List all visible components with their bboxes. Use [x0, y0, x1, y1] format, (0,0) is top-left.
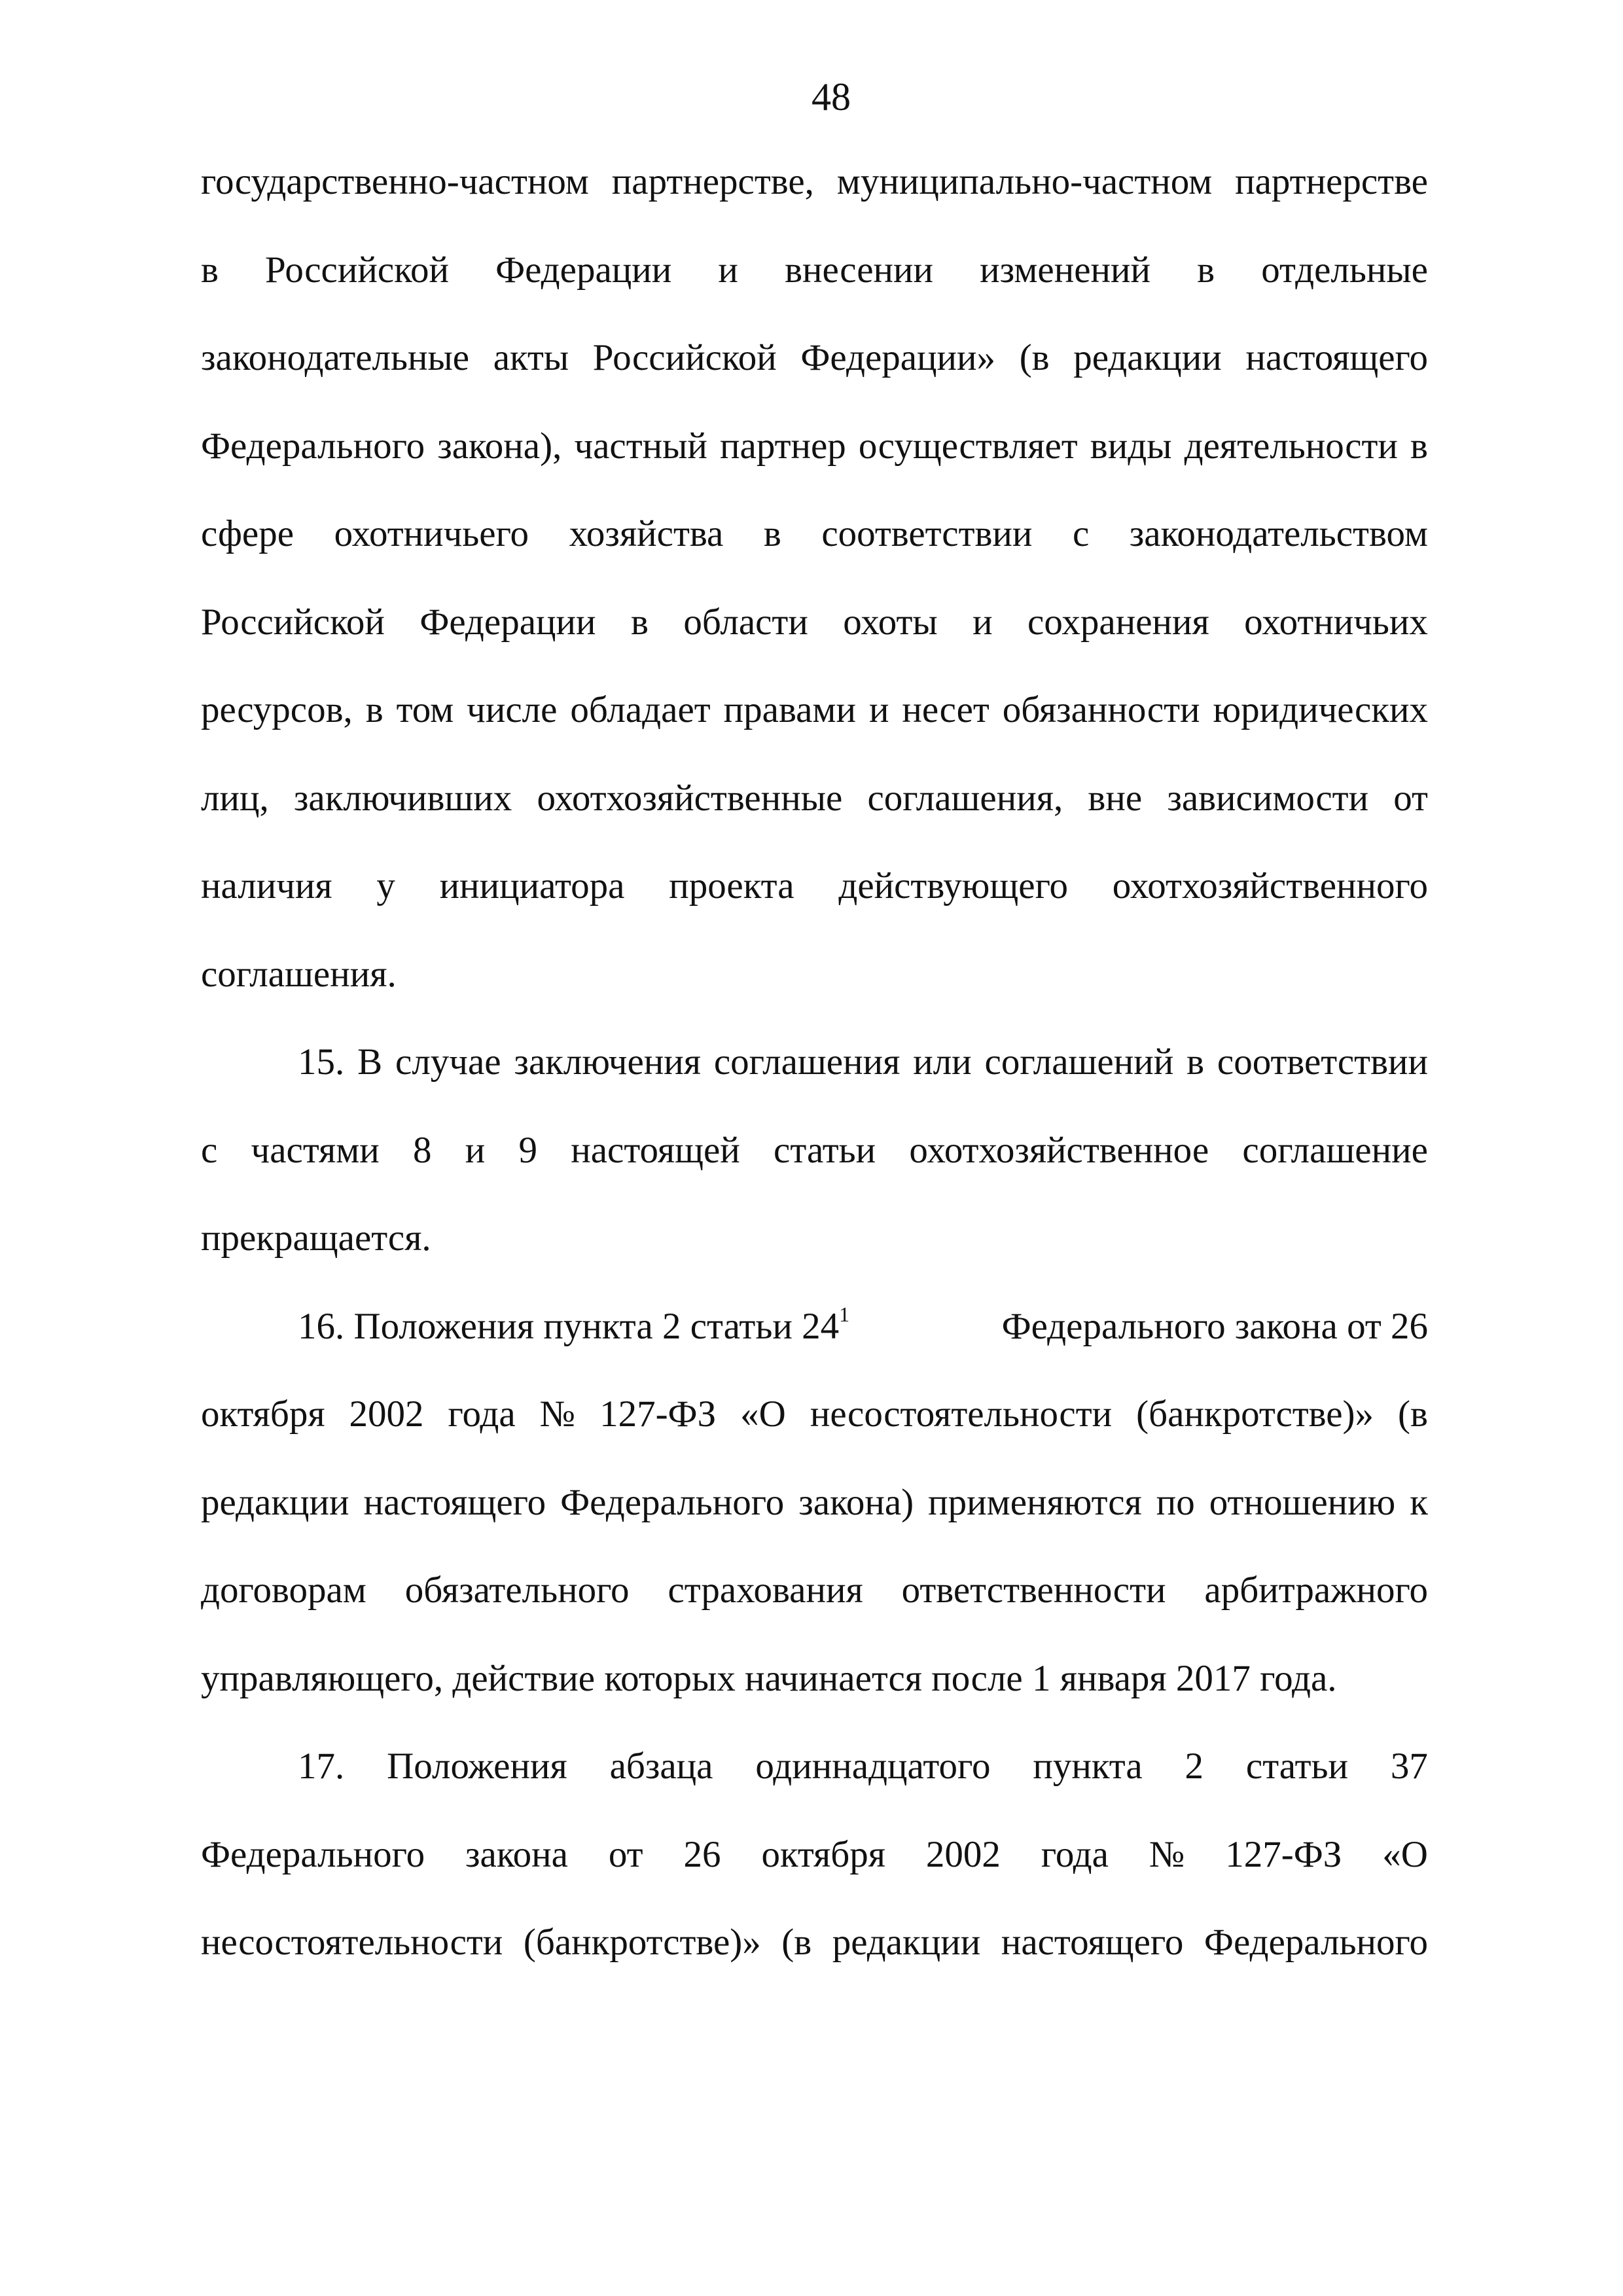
word: частный [574, 425, 707, 467]
page-number: 48 [812, 75, 851, 118]
word: муниципально-частном [836, 161, 1213, 202]
word: редакции [832, 1922, 981, 1963]
word: 17. [298, 1746, 345, 1787]
word: обязанности [1002, 689, 1200, 730]
word: виды [1090, 425, 1172, 467]
word: года [1041, 1833, 1109, 1875]
word: законодательные [201, 337, 470, 378]
word: «О [1382, 1833, 1428, 1875]
word: акты [493, 337, 569, 378]
text-line [201, 1030, 1428, 1118]
word: Федерации [495, 249, 672, 291]
text-line-content [201, 1382, 1428, 1447]
text-line-content: управляющего, действие которых начинается после 1 января 2017 года. [201, 1657, 1337, 1699]
text-line-content [201, 1558, 1428, 1623]
word: деятельности [1184, 425, 1398, 467]
word: одиннадцатого [755, 1746, 991, 1787]
text-line-content [201, 1822, 1428, 1888]
text-line-content: прекращается. [201, 1217, 431, 1259]
word: обладает [570, 689, 711, 730]
superscript-index: 1 [839, 1302, 850, 1326]
text-line-content [201, 590, 1428, 655]
word: в [1197, 249, 1215, 291]
word: соглашения, [867, 777, 1063, 819]
word: у [376, 865, 395, 906]
word: и [465, 1129, 486, 1171]
text-line [201, 1910, 1428, 1998]
text-line [201, 501, 1428, 590]
word: закона), [437, 425, 562, 467]
word: юридических [1213, 689, 1428, 730]
word: законодательством [1129, 513, 1428, 554]
word: охотхозяйственное [909, 1129, 1209, 1171]
word: наличия [201, 865, 332, 906]
word: хозяйства [569, 513, 724, 554]
word: лиц, [201, 777, 269, 819]
text-line [201, 1646, 1428, 1734]
word: соответствии [821, 513, 1033, 554]
text-line-content [298, 1030, 1428, 1095]
word: в [365, 689, 383, 730]
word: № [539, 1393, 576, 1435]
word: осуществляет [858, 425, 1078, 467]
text-line [201, 942, 1428, 1030]
word: Федерального [201, 425, 425, 467]
word: обязательного [404, 1570, 630, 1611]
word: статьи [1245, 1746, 1349, 1787]
word: В [357, 1041, 383, 1083]
word: в [630, 601, 649, 643]
text-line [201, 853, 1428, 942]
word: года [448, 1393, 516, 1435]
text-line-content [298, 1734, 1428, 1799]
document-body [201, 149, 1428, 1998]
word: октября [201, 1393, 325, 1435]
word: 127-ФЗ [1225, 1833, 1342, 1875]
word: в [1410, 425, 1428, 467]
text-line-content [201, 238, 1428, 303]
word: закона [465, 1833, 568, 1875]
word: инициатора [439, 865, 625, 906]
text-line [201, 766, 1428, 854]
word: 127-ФЗ [599, 1393, 717, 1435]
word: и [972, 601, 993, 643]
word: (банкротстве)» [1136, 1393, 1374, 1435]
word: закона) [798, 1481, 914, 1523]
word: 26 [683, 1833, 721, 1875]
text-line [201, 677, 1428, 766]
text-line-content [201, 325, 1428, 391]
word: Российской [592, 337, 777, 378]
word: применяются [928, 1481, 1142, 1523]
paragraph-16-tail: Федерального закона от 26 [1001, 1305, 1428, 1347]
word: Федерального [1204, 1922, 1428, 1963]
word: отношению [1209, 1481, 1396, 1523]
word: числе [467, 689, 558, 730]
word: Федерального [560, 1481, 785, 1523]
word: (банкротстве)» [523, 1922, 761, 1963]
word: случае [395, 1041, 501, 1083]
text-line [201, 590, 1428, 678]
word: и [718, 249, 738, 291]
word: «О [740, 1393, 786, 1435]
word: заключивших [293, 777, 512, 819]
text-line [201, 414, 1428, 502]
word: соглашений [984, 1041, 1174, 1083]
word: частями [251, 1129, 380, 1171]
text-line-content [201, 677, 1428, 743]
word: Федерального [201, 1833, 425, 1875]
word: несостоятельности [201, 1922, 503, 1963]
word: ресурсов, [201, 689, 353, 730]
word: абзаца [609, 1746, 713, 1787]
word: 2 [1185, 1746, 1204, 1787]
text-line [201, 1206, 1428, 1294]
text-line-content [201, 1910, 1428, 1975]
word: заключения [514, 1041, 701, 1083]
word: № [1149, 1833, 1185, 1875]
text-line [201, 1382, 1428, 1470]
word: внесении [785, 249, 934, 291]
word: пункта [1033, 1746, 1143, 1787]
text-line-content: соглашения. [201, 953, 397, 995]
word: Положения [387, 1746, 567, 1787]
word: в [201, 249, 219, 291]
text-line-content [201, 766, 1428, 831]
word: настоящего [1245, 337, 1428, 378]
word: партнерстве, [611, 161, 814, 202]
word: соглашение [1242, 1129, 1428, 1171]
word: Российской [265, 249, 449, 291]
word: страхования [668, 1570, 863, 1611]
paragraph-16-lead: 16. Положения пункта 2 статьи 24 [298, 1305, 840, 1347]
word: настоящего [363, 1481, 546, 1523]
text-line-content [201, 1118, 1428, 1183]
word: с [1072, 513, 1090, 554]
word: 2002 [925, 1833, 1001, 1875]
word: от [1393, 777, 1428, 819]
word: по [1156, 1481, 1195, 1523]
word: правами [723, 689, 856, 730]
word: договорам [201, 1570, 366, 1611]
word: том [396, 689, 454, 730]
word: отдельные [1261, 249, 1428, 291]
word: охотничьих [1244, 601, 1428, 643]
word: (в [1019, 337, 1050, 378]
word: ответственности [901, 1570, 1166, 1611]
text-line [201, 1118, 1428, 1206]
word: 37 [1390, 1746, 1428, 1787]
word: редакции [1073, 337, 1222, 378]
word: несостоятельности [810, 1393, 1113, 1435]
text-line [201, 238, 1428, 326]
word: настоящей [571, 1129, 740, 1171]
word: (в [1398, 1393, 1428, 1435]
word: от [608, 1833, 643, 1875]
paragraph-16 [201, 1294, 1428, 1734]
word: 8 [413, 1129, 432, 1171]
text-line [201, 149, 1428, 238]
word: 9 [518, 1129, 537, 1171]
text-line-content [201, 501, 1428, 567]
paragraph-14-continuation [201, 149, 1428, 1030]
word: статьи [774, 1129, 876, 1171]
word: изменений [980, 249, 1151, 291]
word: сфере [201, 513, 294, 554]
word: соответствии [1217, 1041, 1428, 1083]
word: настоящего [1001, 1922, 1184, 1963]
word: и [868, 689, 889, 730]
word: 15. [298, 1041, 345, 1083]
word: с [201, 1129, 218, 1171]
word: действующего [838, 865, 1069, 906]
text-line [201, 1470, 1428, 1558]
word: проекта [669, 865, 794, 906]
word: охотхозяйственного [1112, 865, 1428, 906]
word: к [1410, 1481, 1428, 1523]
text-line [201, 1558, 1428, 1646]
text-line-content [298, 1294, 849, 1382]
word: несет [902, 689, 990, 730]
word: Российской [201, 601, 385, 643]
word: государственно-частном [201, 161, 589, 202]
text-line-content [201, 149, 1428, 215]
text-line-content [201, 1470, 1428, 1535]
word: зависимости [1167, 777, 1369, 819]
word: или [913, 1041, 972, 1083]
text-line [201, 1294, 1428, 1382]
word: партнерстве [1235, 161, 1428, 202]
text-line-content [201, 414, 1428, 479]
word: вне [1088, 777, 1143, 819]
word: охотхозяйственные [537, 777, 843, 819]
word: охотничьего [334, 513, 529, 554]
paragraph-17 [201, 1734, 1428, 1998]
text-line-content [201, 853, 1428, 919]
word: арбитражного [1204, 1570, 1428, 1611]
paragraph-15 [201, 1030, 1428, 1294]
word: Федерации [419, 601, 596, 643]
word: Федерации» [800, 337, 996, 378]
word: 2002 [349, 1393, 424, 1435]
word: в [763, 513, 781, 554]
word: редакции [201, 1481, 349, 1523]
word: (в [781, 1922, 812, 1963]
text-line [201, 325, 1428, 414]
word: сохранения [1027, 601, 1209, 643]
word: в [1186, 1041, 1205, 1083]
word: соглашения [713, 1041, 901, 1083]
text-line [201, 1822, 1428, 1910]
word: октября [761, 1833, 885, 1875]
word: области [683, 601, 808, 643]
word: охоты [843, 601, 938, 643]
word: партнер [720, 425, 846, 467]
text-line [201, 1734, 1428, 1822]
